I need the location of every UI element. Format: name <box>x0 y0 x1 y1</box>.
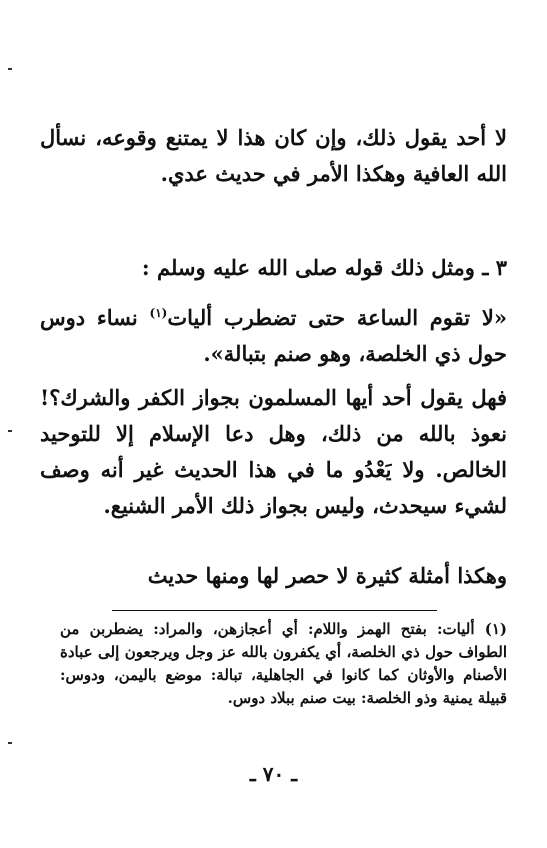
paragraph-4: فهل يقول أحد أيها المسلمون بجواز الكفر والشرك؟! نعوذ بالله من ذلك، وهل دعا الإسلام إلا للتوحيد الخالص. ولا يَعْدُو ما في هذا الحديث غير أنه وصف لشيء سيحدث، وليس بجواز ذلك الأمر الشنيع. <box>40 385 507 518</box>
hadith-quote-start: «لا تقوم الساعة حتى تضطرب أليات <box>167 305 507 330</box>
footnote-reference: (١) <box>149 306 168 320</box>
scan-mark <box>8 68 12 70</box>
hadith-quote-end: نساء دوس حول ذي الخلصة، وهو صنم بتبالة». <box>40 305 507 366</box>
hadith-quote <box>40 295 507 372</box>
page-number: ـ ٧٠ ـ <box>249 762 298 786</box>
footnote-separator <box>112 610 437 611</box>
scan-mark <box>8 430 12 432</box>
footnote: (١) أليات: بفتح الهمز واللام: أي أعجازهن، والمراد: يضطربن من الطواف حول ذي الخلصة، أي يكفرون بالله عز وجل ويرجعون إلى عبادة الأصنام والأوثان كما كانوا في الجاهلية، تبالة: موضع باليمن، ودوس: قبيلة يمنية وذو الخلصة: بيت صنم ببلاد دوس. <box>60 620 507 707</box>
scan-mark <box>8 742 12 744</box>
paragraph-2-heading: ٣ ـ ومثل ذلك قوله صلى الله عليه وسلم : <box>141 255 507 280</box>
paragraph-5: وهكذا أمثلة كثيرة لا حصر لها ومنها حديث <box>147 563 507 588</box>
paragraph-1: لا أحد يقول ذلك، وإن كان هذا لا يمتنع وقوعه، نسأل الله العافية وهكذا الأمر في حديث عدي. <box>40 125 507 186</box>
